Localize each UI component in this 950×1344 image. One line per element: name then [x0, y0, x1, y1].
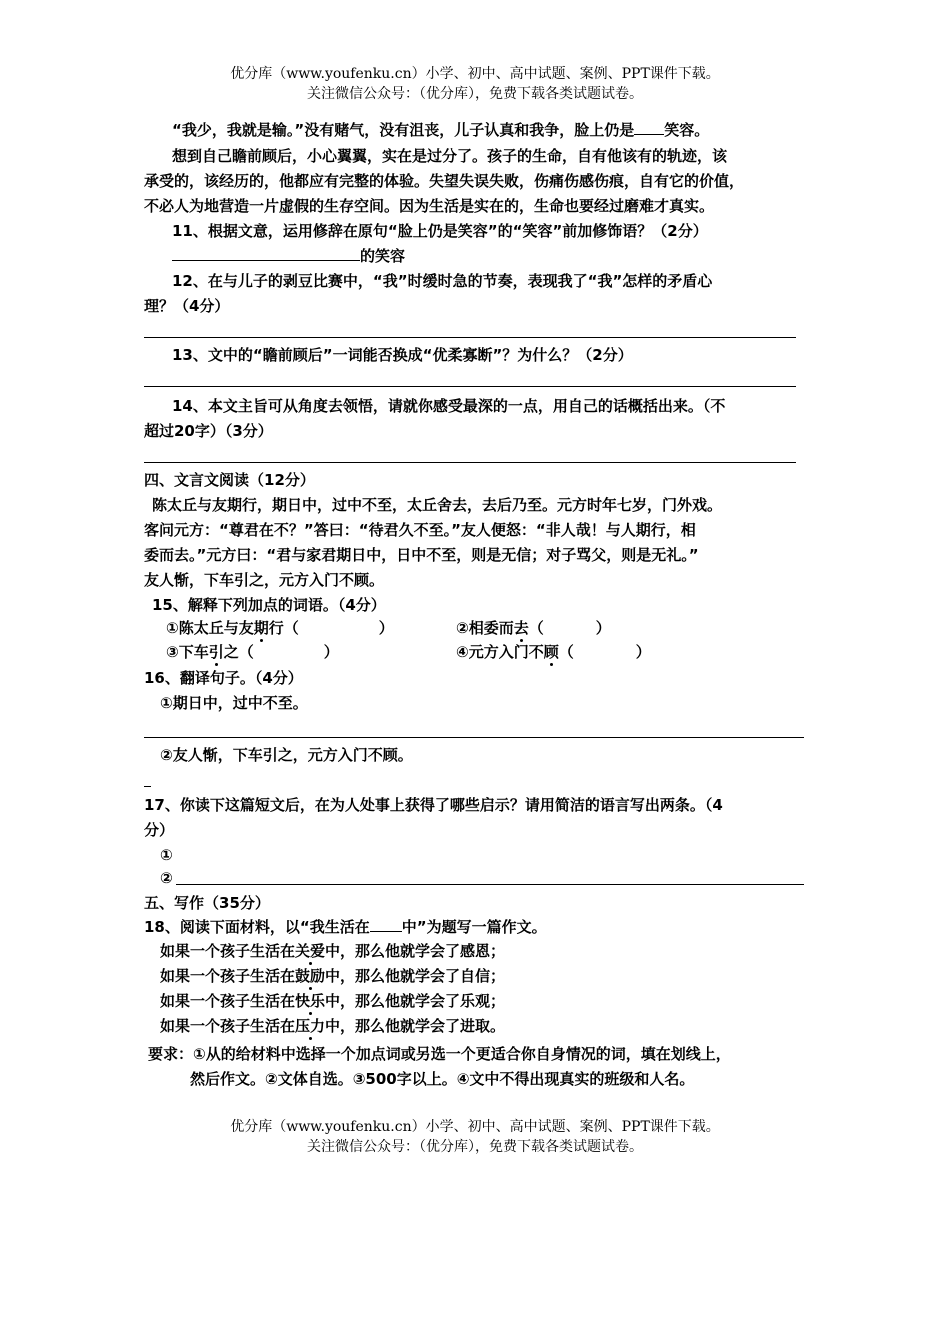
question-12-line-2: 理？（4分）: [144, 297, 230, 315]
classical-text-line-1: 陈太丘与友期行，期日中，过中不至，太丘舍去，去后乃至。元方时年七岁，门外戏。: [152, 496, 723, 514]
passage-paragraph-2-line-2: 承受的，该经历的，他都应有完整的体验。失望失误失败，伤痛伤感伤痕，自有它的价值，: [144, 172, 745, 190]
classical-text-line-2: 客问元方：“尊君在不？”答曰：“待君久不至。”友人便怒：“非人哉！与人期行，相: [144, 521, 696, 539]
dotted-word: 期: [253, 619, 269, 637]
question-15-item-3: ③下车引之（ ）: [166, 643, 339, 661]
classical-text-line-3: 委而去。”元方曰：“君与家君期日中，日中不至，则是无信；对子骂父，则是无礼。”: [144, 546, 699, 564]
dotted-word: 快乐: [295, 992, 326, 1010]
question-11-answer: 的笑容: [172, 244, 405, 268]
passage-paragraph-1: “我少，我就是输。”没有赌气，没有沮丧，儿子认真和我争，脸上仍是 笑容。: [172, 118, 709, 142]
answer-line-17[interactable]: [176, 884, 804, 885]
material-line-3: 如果一个孩子生活在快乐中，那么他就学会了乐观；: [160, 992, 506, 1010]
answer-line-16-2[interactable]: [144, 786, 151, 787]
footer-line-2: 关注微信公众号：（优分库），免费下载各类试题试卷。: [307, 1139, 643, 1155]
question-13: 13、文中的“瞻前顾后”一词能否换成“优柔寡断”？为什么？（2分）: [172, 346, 633, 364]
dotted-word: 鼓励: [295, 967, 326, 985]
question-17-mark-1: ①: [160, 846, 173, 864]
question-18: 18、阅读下面材料，以“我生活在 中”为题写一篇作文。: [144, 915, 547, 939]
dotted-word: 顾: [543, 643, 559, 661]
classical-text-line-4: 友人惭，下车引之，元方入门不顾。: [144, 571, 385, 589]
material-line-4: 如果一个孩子生活在压力中，那么他就学会了进取。: [160, 1017, 506, 1035]
answer-blank[interactable]: [172, 244, 360, 261]
question-14-line-2: 超过20字）（3分）: [144, 422, 273, 440]
header-line-2: 关注微信公众号：（优分库），免费下载各类试题试卷。: [307, 86, 643, 102]
question-14-line-1: 14、本文主旨可从角度去领悟，请就你感受最深的一点，用自己的话概括出来。（不: [172, 397, 726, 415]
passage-paragraph-2-line-1: 想到自己瞻前顾后，小心翼翼，实在是过分了。孩子的生命，自有他该有的轨迹，该: [172, 147, 728, 165]
section-5-title: 五、写作（35分）: [144, 894, 270, 912]
question-11: 11、根据文意，运用修辞在原句“脸上仍是笑容”的“笑容”前加修饰语？（2分）: [172, 222, 708, 240]
dotted-word: 引: [208, 643, 224, 661]
dotted-word: 关爱: [295, 942, 326, 960]
material-line-1: 如果一个孩子生活在关爱中，那么他就学会了感恩；: [160, 942, 506, 960]
header-line-1: 优分库（www.youfenku.cn）小学、初中、高中试题、案例、PPT课件下载。: [230, 66, 720, 82]
answer-line-12[interactable]: [144, 337, 796, 338]
question-15-item-4: ④元方入门不顾（ ）: [456, 643, 651, 661]
question-16: 16、翻译句子。（4分）: [144, 669, 303, 687]
fill-blank[interactable]: [634, 118, 664, 135]
title-blank[interactable]: [370, 915, 402, 932]
material-line-2: 如果一个孩子生活在鼓励中，那么他就学会了自信；: [160, 967, 506, 985]
question-17-mark-2: ②: [160, 869, 173, 887]
question-15: 15、解释下列加点的词语。（4分）: [152, 596, 386, 614]
answer-line-13[interactable]: [144, 386, 796, 387]
requirements-line-2: 然后作文。②文体自选。③500字以上。④文中不得出现真实的班级和人名。: [190, 1070, 695, 1088]
question-15-item-2: ②相委而去（ ）: [456, 619, 611, 637]
dotted-word: 压力: [295, 1017, 326, 1035]
question-15-item-1: ①陈太丘与友期行（ ）: [166, 619, 394, 637]
question-16-sentence-1: ①期日中，过中不至。: [160, 694, 308, 712]
footer-line-1: 优分库（www.youfenku.cn）小学、初中、高中试题、案例、PPT课件下载。: [230, 1119, 720, 1135]
question-12-line-1: 12、在与儿子的剥豆比赛中，“我”时缓时急的节奏，表现我了“我”怎样的矛盾心: [172, 272, 713, 290]
question-16-sentence-2: ②友人惭，下车引之，元方入门不顾。: [160, 746, 413, 764]
requirements-line-1: 要求：①从的给材料中选择一个加点词或另选一个更适合你自身情况的词，填在划线上，: [148, 1045, 731, 1063]
question-17-line-2: 分）: [144, 821, 175, 839]
dotted-word: 去: [513, 619, 529, 637]
answer-line-16-1[interactable]: [144, 737, 804, 738]
answer-line-14[interactable]: [144, 462, 796, 463]
section-4-title: 四、文言文阅读（12分）: [144, 471, 315, 489]
passage-paragraph-2-line-3: 不必人为地营造一片虚假的生存空间。因为生活是实在的，生命也要经过磨难才真实。: [144, 197, 715, 215]
question-17-line-1: 17、你读下这篇短文后，在为人处事上获得了哪些启示？请用简洁的语言写出两条。（4: [144, 796, 723, 814]
